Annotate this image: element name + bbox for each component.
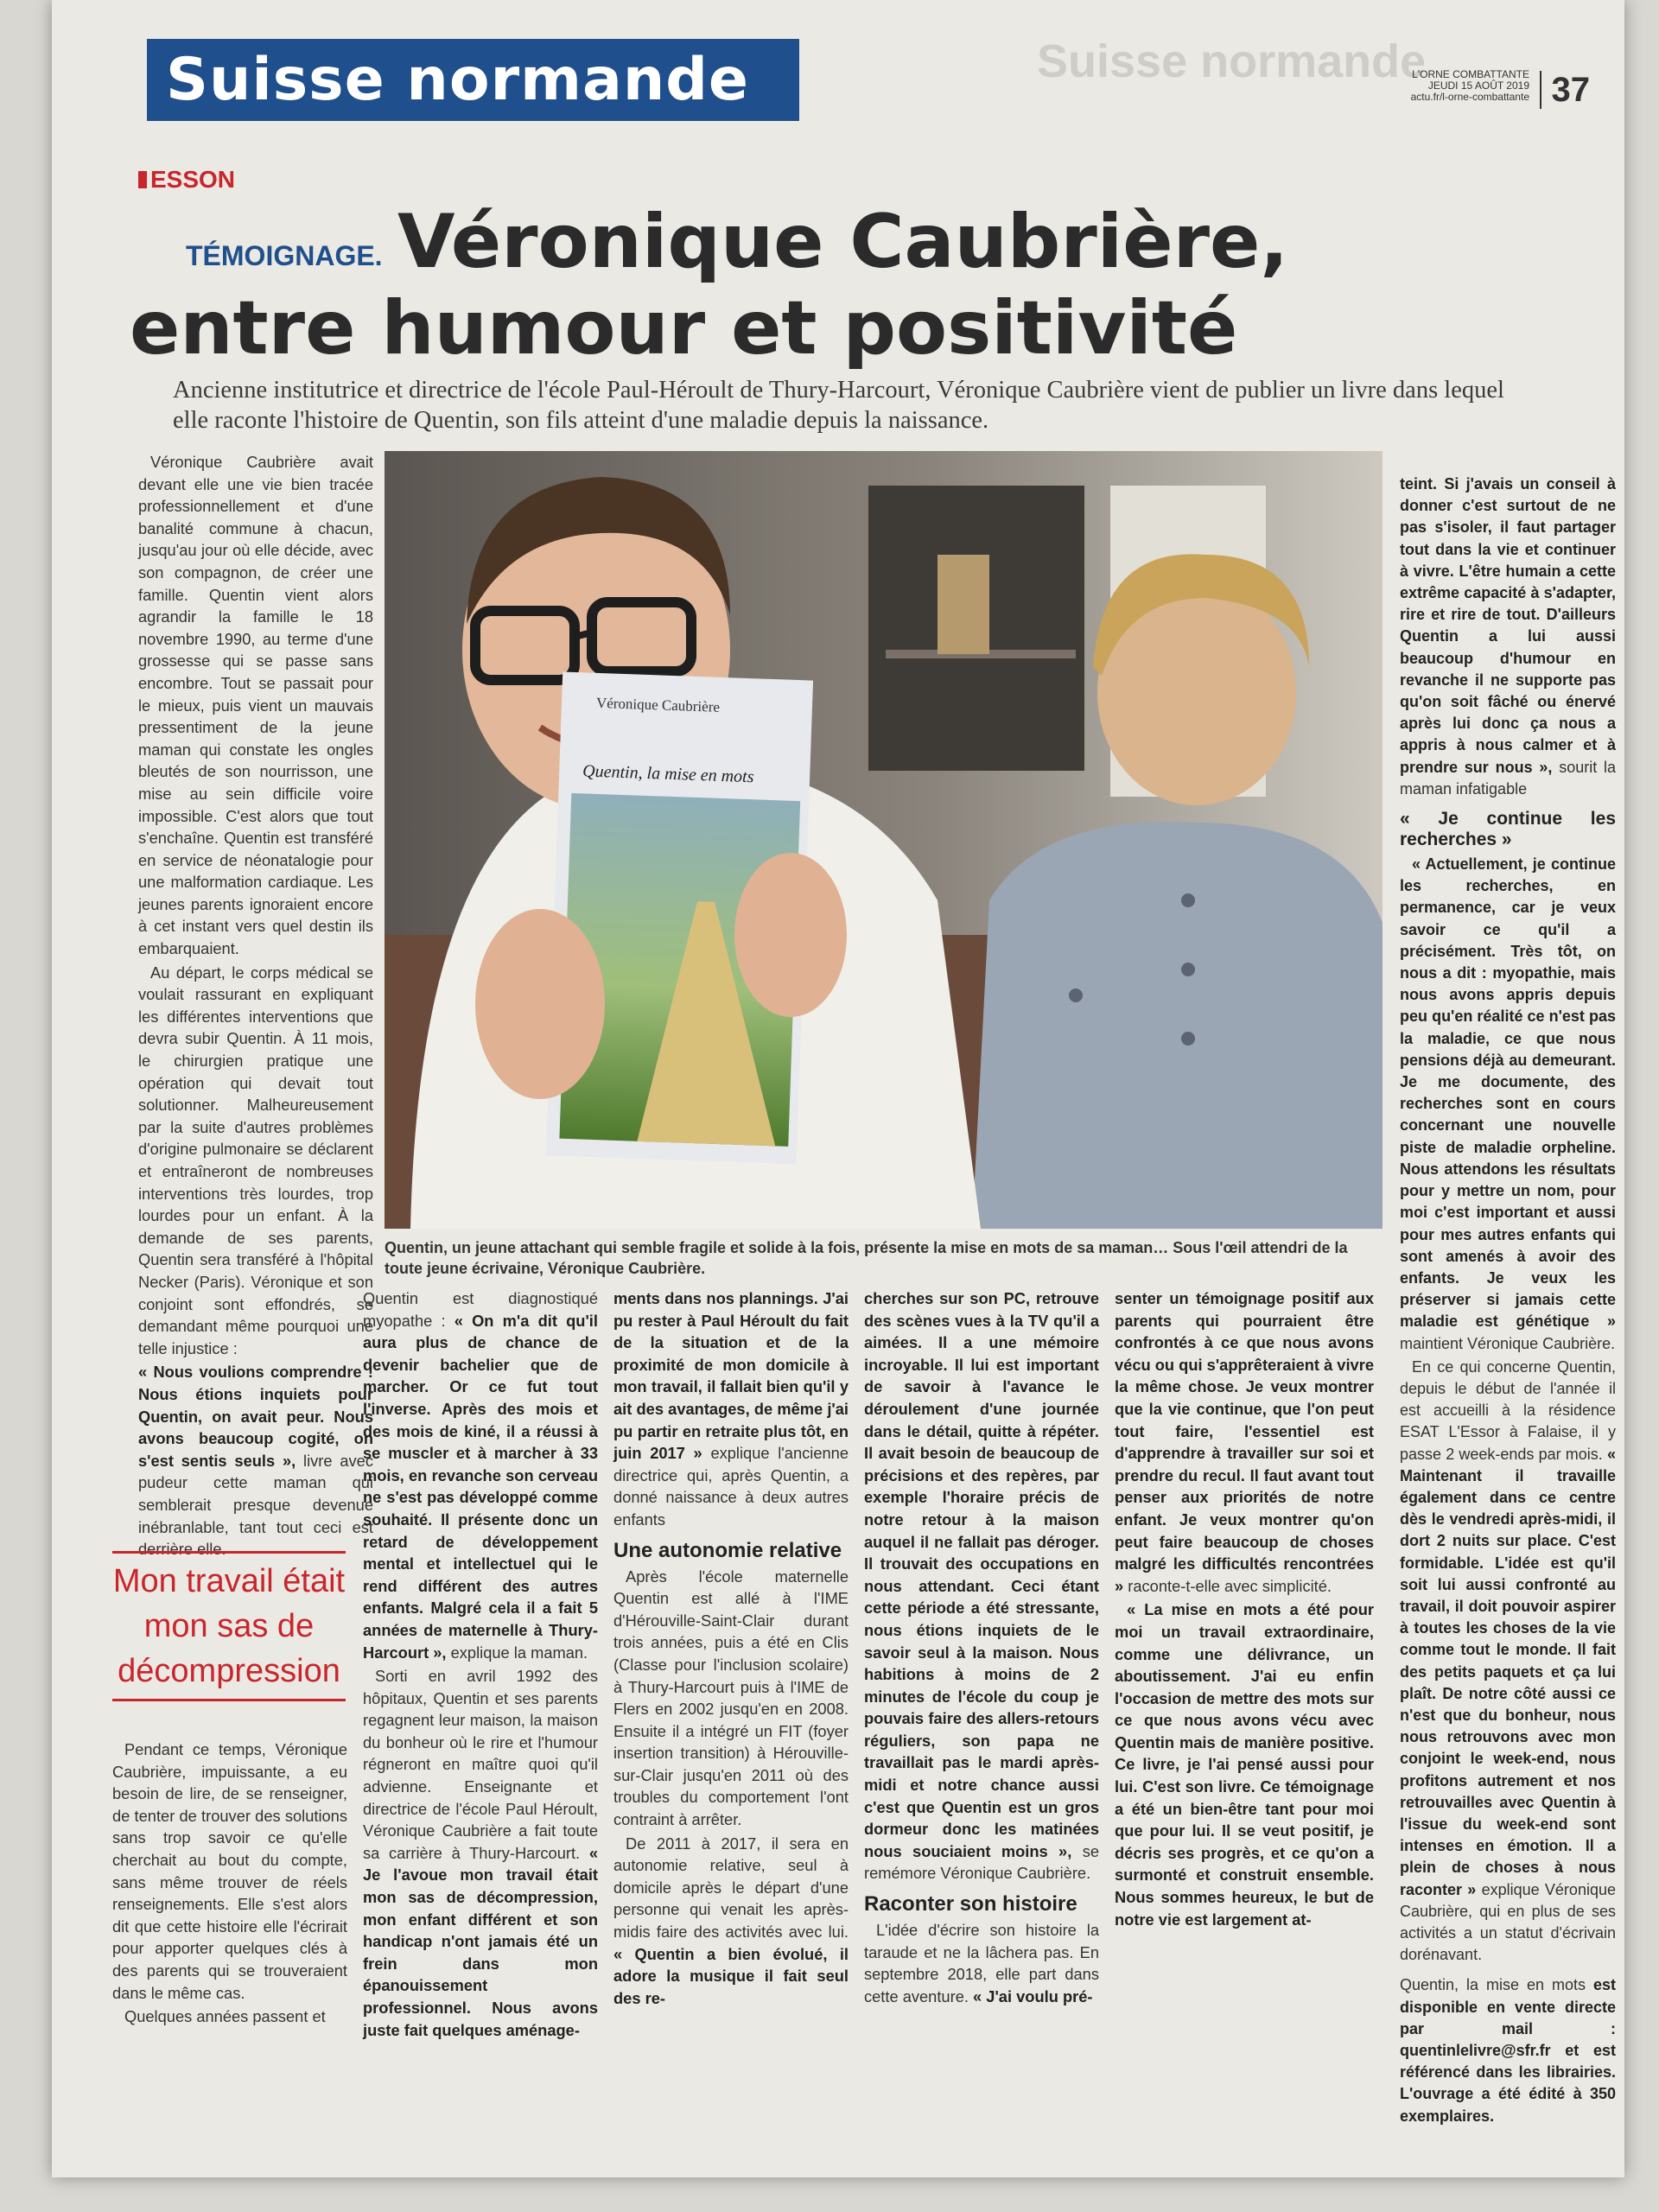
attribution: explique la maman. [450,1643,588,1662]
availability-text: est disponible en vente directe par mail : quentinlelivre@sfr.fr et est référencé dans les librairies. L'ouvrage a été édité à 350 exemplaires. [1400,1976,1616,2125]
quote: « Maintenant il travaille également dans ce centre dès le vendredi après-midi, il dort 2 nuits sur place. C'est formidable. L'idée est qu'il soit lui aussi confronté au travail, il doit pouvoir aspirer à toutes les choses de la vie comme tout le monde. Il fait des petits paquets et ça lui plaît. De notre côté aussi ce n'est que du bonheur, nous nous retrouvons avec mon conjoint le week-end, nous profitons autrement et nos retrouvailles avec Quentin à l'issue du week-end sont intenses en émotion. Il a plein de choses à nous raconter » [1400,1445,1616,1898]
attribution: explique l'ancienne directrice qui, après Quentin, a donné naissance à deux autres enfants [613,1444,849,1529]
book-title: Quentin, la mise en mots [582,761,754,787]
paragraph-quote [138,1361,373,1560]
paragraph [1400,1357,1616,1967]
article-photo [385,451,1382,1229]
paragraph [1115,1287,1374,1597]
quote: « J'ai voulu pré- [973,1986,1093,2005]
attribution: maintient Véronique Caubrière. [1400,1334,1616,1352]
text: Quentin est diagnostiqué myopathe : [363,1289,598,1330]
quote: « Quentin a bien évolué, il adore la musique il fait seul des re- [613,1944,849,2007]
paragraph [864,1919,1099,2007]
availability-note [1400,1974,1616,2126]
right-hand [734,853,847,1017]
column-6 [1400,474,1616,2129]
mother-dress [972,822,1382,1229]
paper-name: L'ORNE COMBATTANTE [1412,68,1529,80]
column-2 [363,1287,598,2043]
newspaper-page [52,0,1624,2177]
paragraph: Véronique Caubrière avait devant elle une vie bien tracée professionnellement et d'une banalité commune à chacun, jusqu'au jour où elle décide, avec son compagnon, de créer une famille. Quentin vient alors agrandir la famille le 18 novembre 1990, au terme d'une grossesse qui se passe sans encombre. Tout se passait pour le mieux, puis vient un mauvais pressentiment de la jeune maman qui constate les ongles bleutés de son nourrisson, une mise au sein difficile voire impossible. C'est alors que tout s'enchaîne. Quentin est transféré en service de néonatalogie pour une malformation cardiaque. Les jeunes parents ignoraient encore à cet instant vers quel destin ils embarquaient. [138,453,373,958]
quote: « Nous voulions comprendre ! Nous étions inquiets pour Quentin, on avait peur. Nous avons beaucoup cogité, on s'est sentis seuls », [138,1363,373,1470]
book-author: Véronique Caubrière [595,694,721,715]
attribution: se remémore Véronique Caubrière. [864,1841,1099,1883]
paragraph [613,1833,849,2010]
quote: « On m'a dit qu'il aura plus de chance de devenir bachelier que de marcher. Or ce fut tout l'inverse. Après des mois et des mois de kiné, il a réussi à se muscler et à marcher à 33 mois, en revanche son cerveau ne s'est pas développé comme souhaité. Il présente donc un retard de développement mental et intellectuel qui le rend différent des autres enfants. Malgré cela il a fait 5 années de maternelle à Thury-Harcourt », [363,1311,598,1662]
paragraph [363,1287,598,1663]
subheading-story: Raconter son histoire [864,1892,1077,1916]
column-4 [864,1287,1099,2009]
headline-line-1: Véronique Caubrière, [397,199,1288,285]
column-1-bottom [112,1738,347,2030]
paragraph [363,1665,598,2041]
quote: senter un témoignage positif aux parents qui pourraient être confrontés à ce que nous avons vécu ou qui s'apprêteraient à vivre la même chose. Je veux montrer que la vie continue, que l'on peut tout faire, l'essentiel est d'apprendre à travailler sur soi et prendre du recul. Il faut avant tout penser aux priorités de notre enfant. Je veux montrer qu'on peut faire beaucoup de choses malgré les difficultés rencontrées » [1115,1289,1375,1595]
attribution: explique Véronique Caubrière, qui en plus de ses activités a un statut d'écrivain dorénavant. [1400,1880,1616,1964]
text: Sorti en avril 1992 des hôpitaux, Quentin et ses parents regagnent leur maison, la maison du bonheur où le rire et l'humour régneront en maître quoi qu'il advienne. Enseignante et directrice de l'école Paul Héroult, Véronique Caubrière a fait toute sa carrière à Thury-Harcourt. [363,1667,598,1862]
article-lead: Ancienne institutrice et directrice de l'école Paul-Héroult de Thury-Harcourt, Véronique Caubrière vient de publier un livre dans lequel elle raconte l'histoire de Quentin, son fils atteint d'une maladie depuis la naissance. [173,377,1504,434]
website: actu.fr/l-orne-combattante [1410,91,1529,103]
paragraph [1400,474,1616,800]
kicker-letter-b-block [138,171,147,188]
kicker-text: ESSON [150,166,236,193]
attribution: raconte-t-elle avec simplicité. [1128,1576,1332,1595]
subheading-research: « Je continue les recherches » [1400,809,1616,850]
attribution: livre avec pudeur cette maman qui semblerait presque devenue inébranlable, tant tout ceci est derrière elle. [138,1451,373,1559]
paragraph: Après l'école maternelle Quentin est allé à l'IME d'Hérouville-Saint-Clair durant trois années, puis a été en Clis (Classe pour l'inclusion scolaire) à Thury-Harcourt puis à l'IME de Flers en 2002 jusqu'en en 2008. Ensuite il a intégré un FIT (foyer insertion transition) à Hérouville-sur-Clair jusqu'en 2011 où des troubles du comportement l'ont contraint à arrêter. [613,1567,849,1829]
headline-line-2: entre humour et positivité [130,285,1238,372]
quote: cherches sur son PC, retrouve des scènes vues à la TV qu'il a aimées. Il a une mémoire incroyable. Il lui est important de savoir à l'avance le déroulement d'une journée dans le détail, quitte à répéter. Il avait besoin de beaucoup de précisions et des repères, par exemple l'horaire précis de notre retour à la maison auquel il ne fallait pas déroger. Il trouvait des occupations en nous attendant. Ceci étant cette période a été stressante, nous étions inquiets de le savoir seul à la maison. Nous habitions à moins de 2 minutes de l'école du coup je pouvais faire des allers-retours réguliers, son papa ne travaillait pas le mardi après-midi et notre chance aussi c'est que Quentin est un gros dormeur donc les matinées nous souciaient moins », [864,1289,1099,1860]
quote: ments dans nos plannings. J'ai pu rester à Paul Héroult du fait de la situation et de la proximité de mon domicile à mon travail, il fallait bien qu'il y ait des avantages, de même j'ai pu partir en retraite plus tôt, en juin 2017 » [613,1289,849,1463]
quote: teint. Si j'avais un conseil à donner c'est surtout de ne pas s'isoler, il faut partager tout dans la vie et continuer à vivre. L'être humain a cette extrême capacité à s'adapter, rire et rire de tout. D'ailleurs Quentin a lui aussi beaucoup d'humour en revanche il ne supporte pas qu'on soit fâché ou énervé après lui donc ça nous a appris à nous calmer et à prendre sur nous », [1400,475,1616,776]
column-5 [1115,1287,1374,1932]
quote: « La mise en mots a été pour moi un travail extraordinaire, comme une délivrance, un aboutissement. J'ai eu enfin l'occasion de mettre des mots sur ce que nous avons vécu avec Quentin mais de manière positive. Ce livre, je l'ai pensé aussi pour lui. C'est son livre. Ce témoignage a été un bien-être tant pour moi que pour lui. Il se veut positif, je décris ses progrès, et ce qu'on a surmonté et construit ensemble. Nous sommes heureux, le but de notre vie est largement at- [1115,1600,1374,1929]
text: L'idée d'écrire son histoire la taraude et ne la lâchera pas. En septembre 2018, elle part dans cette aventure. [864,1921,1099,2005]
page-number: 37 [1540,71,1591,109]
faded-header-from-next-page: Suisse normande [1037,35,1427,87]
issue-date: JEUDI 15 AOÛT 2019 [1427,79,1529,92]
quote: « Actuellement, je continue les recherches, en permanence, car je veux savoir ce qu'il a précisément. Très tôt, on nous a dit : myopathie, mais nous avons appris depuis peu qu'en réalité ce n'est pas la maladie, ce que nous pensions déjà au demeurant. Je me documente, des recherches sont en cours concernant une nouvelle piste de maladie orpheline. Nous attendons les résultats pour y mettre un nom, pour moi c'est important et aussi pour mes autres enfants qui sont amenés à avoir des enfants. Je veux les préserver si jamais cette maladie est génétique » [1400,855,1616,1331]
text: De 2011 à 2017, il sera en autonomie relative, seul à domicile après le départ d'une personne qui venait les après-midis faire des activités avec lui. [613,1834,849,1942]
paragraph [1400,854,1616,1355]
headline [130,199,1529,372]
column-3 [613,1287,849,2011]
section-banner: Suisse normande [147,39,799,121]
paragraph [1115,1599,1374,1930]
photo-caption: Quentin, un jeune attachant qui semble fragile et solide à la fois, présente la mise en mots de sa maman… Sous l'œil attendri de la toute jeune écrivaine, Véronique Caubrière. [385,1239,1348,1277]
pull-quote: Mon travail était mon sas de décompression [112,1551,346,1701]
paragraph: Pendant ce temps, Véronique Caubrière, impuissante, a eu besoin de lire, de se renseigner, de tenter de trouver des solutions sans trop savoir ce qu'elle cherchait au bout du compte, sans même trouver de réels renseignements. Elle s'est alors dit que cette histoire elle l'écrirait pour apporter quelques clés à des parents qui se trouveraient dans le même cas. [112,1740,347,2002]
section-label: TÉMOIGNAGE. [186,240,383,271]
paragraph: Quelques années passent et [124,2007,326,2026]
quote: « Je l'avoue mon travail était mon sas de décompression, mon enfant différent et son handicap n'ont jamais été un frein dans mon épanouissement professionnel. Nous avons juste fait quelques aménage- [363,1843,598,2039]
masthead [1411,69,1529,103]
paragraph [613,1287,849,1531]
attribution: sourit la maman infatigable [1400,758,1616,798]
paragraph [864,1287,1099,1885]
paragraph: Au départ, le corps médical se voulait rassurant en expliquant les différentes interventions que devra subir Quentin. À 11 mois, le chirurgien pratique une opération qui devait tout solutionner. Malheureusement par la suite d'autres problèmes d'origine pulmonaire se déclarent et entraîneront de nombreuses interventions très lourdes, trop lourdes pour un enfant. À la demande de ses parents, Quentin sera transféré à l'hôpital Necker (Paris). Véronique et son conjoint sont effondrés, se demandant même pourquoi une telle injustice : [138,963,373,1357]
location-kicker [138,166,235,194]
photo-illustration [385,451,1382,1229]
book-title-note: Quentin, la mise en mots [1400,1976,1586,1994]
text: En ce qui concerne Quentin, depuis le début de l'année il est accueilli à la résidence ESAT L'Essor à Falaise, il y passe 2 week-ends par mois. [1400,1357,1616,1463]
subheading-autonomy: Une autonomie relative [613,1538,842,1562]
column-1-top [138,451,373,1562]
left-hand [475,909,605,1099]
